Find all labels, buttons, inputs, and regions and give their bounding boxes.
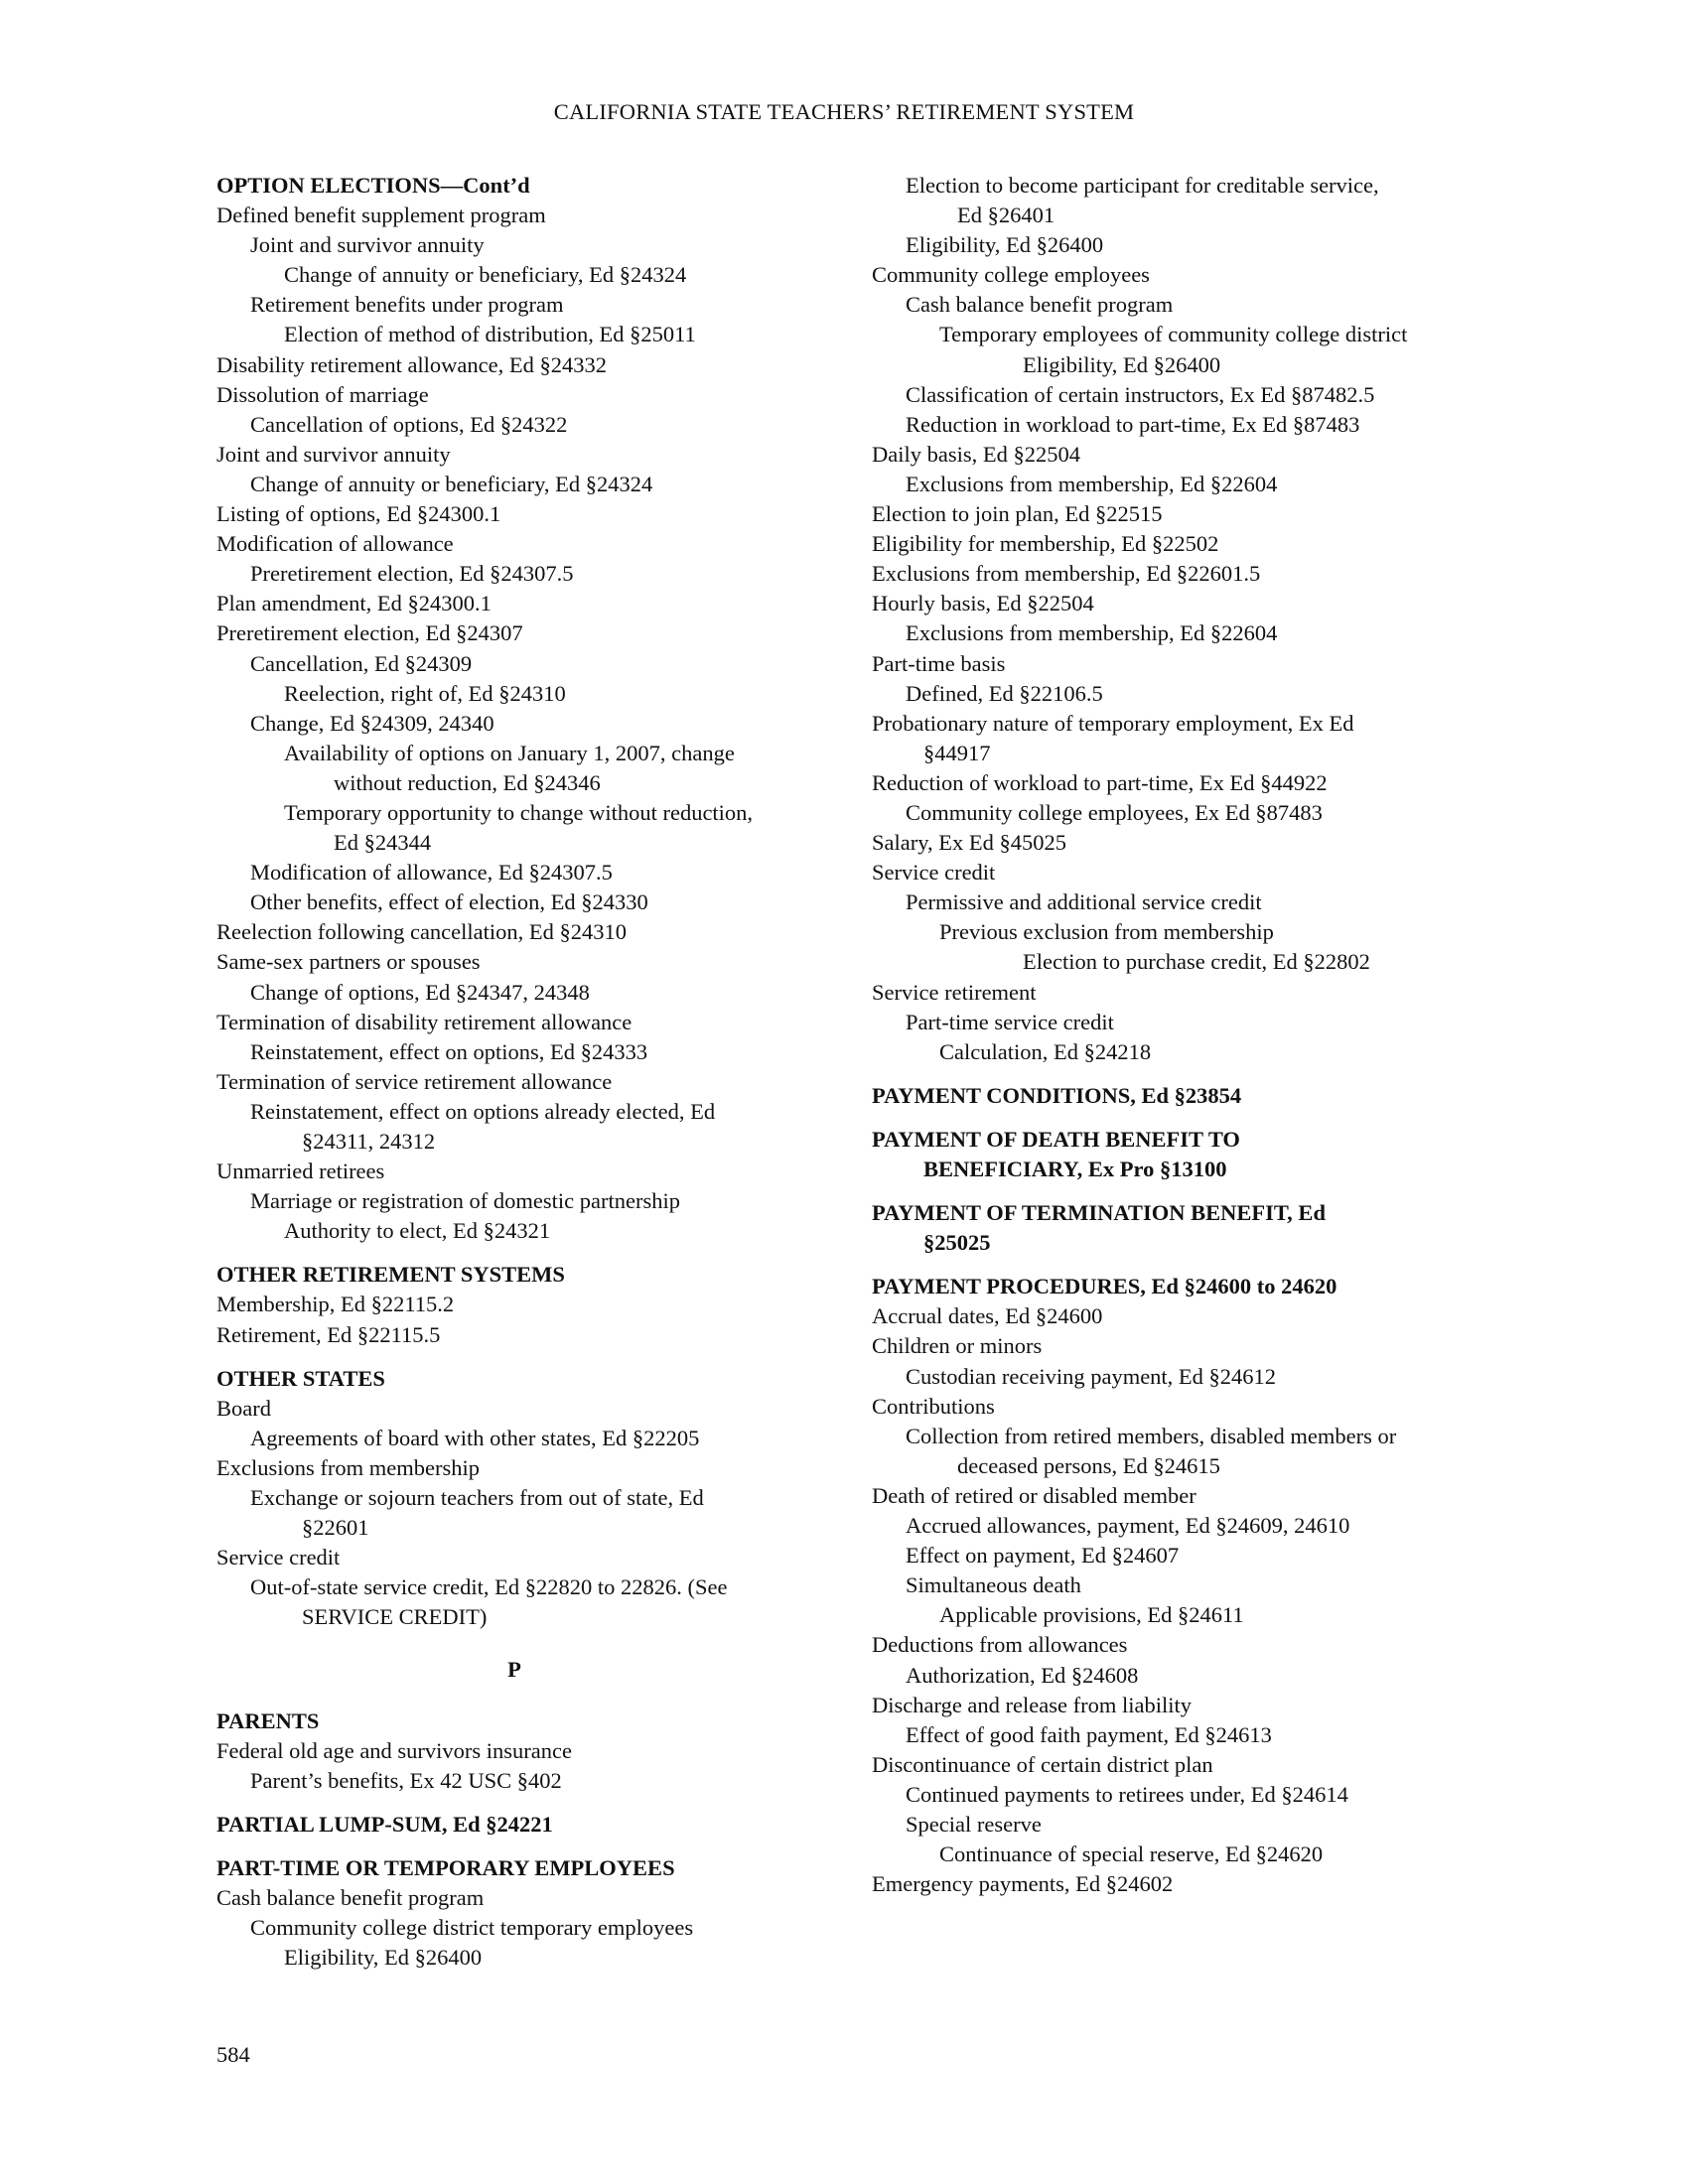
index-entry: without reduction, Ed §24346 [334, 769, 601, 795]
index-heading: PART-TIME OR TEMPORARY EMPLOYEES [216, 1854, 675, 1880]
index-entry: Election to purchase credit, Ed §22802 [1023, 949, 1370, 975]
index-entry: Defined benefit supplement program [216, 203, 546, 228]
index-entry: deceased persons, Ed §24615 [957, 1452, 1220, 1478]
index-entry: Salary, Ex Ed §45025 [872, 830, 1067, 856]
index-entry: Eligibility for membership, Ed §22502 [872, 531, 1219, 557]
index-entry: Board [216, 1395, 271, 1421]
index-entry: Permissive and additional service credit [906, 889, 1262, 915]
index-entry: Exclusions from membership [216, 1454, 480, 1480]
index-entry: Same-sex partners or spouses [216, 949, 481, 975]
index-entry: Continued payments to retirees under, Ed §24614 [906, 1781, 1348, 1807]
index-entry: Daily basis, Ed §22504 [872, 441, 1080, 467]
index-entry: Ed §24344 [334, 830, 432, 856]
index-entry: Preretirement election, Ed §24307 [216, 620, 523, 646]
index-entry: Effect of good faith payment, Ed §24613 [906, 1721, 1272, 1747]
index-entry: Modification of allowance, Ed §24307.5 [250, 860, 613, 886]
index-entry: Election of method of distribution, Ed §25011 [284, 322, 696, 347]
index-entry: Community college district temporary employees [250, 1915, 694, 1941]
index-heading: OPTION ELECTIONS—Cont’d [216, 173, 530, 198]
index-entry: Eligibility, Ed §26400 [1023, 351, 1221, 377]
index-entry: §22601 [302, 1515, 369, 1541]
index-entry: §24311, 24312 [302, 1129, 436, 1154]
index-entry: Reelection, right of, Ed §24310 [284, 680, 566, 706]
index-entry: Marriage or registration of domestic partnership [250, 1188, 680, 1214]
index-entry: Cancellation, Ed §24309 [250, 650, 473, 676]
index-entry: Availability of options on January 1, 2007, change [284, 740, 735, 765]
index-entry: Cancellation of options, Ed §24322 [250, 411, 568, 437]
index-entry: Reinstatement, effect on options, Ed §24333 [250, 1038, 648, 1064]
index-entry: Parent’s benefits, Ex 42 USC §402 [250, 1767, 562, 1793]
index-entry: Temporary opportunity to change without reduction, [284, 799, 754, 825]
index-entry: Previous exclusion from membership [939, 919, 1274, 945]
index-entry: Exchange or sojourn teachers from out of state, Ed [250, 1485, 704, 1511]
index-entry: Discharge and release from liability [872, 1692, 1192, 1717]
index-entry: Unmarried retirees [216, 1159, 385, 1184]
index-entry: Service credit [216, 1545, 341, 1570]
index-entry: Continuance of special reserve, Ed §24620 [939, 1842, 1324, 1867]
index-entry: Federal old age and survivors insurance [216, 1737, 573, 1763]
index-entry: Election to become participant for creditable service, [906, 173, 1379, 198]
index-entry: Accrued allowances, payment, Ed §24609, 24610 [906, 1513, 1350, 1539]
index-entry: Defined, Ed §22106.5 [906, 680, 1103, 706]
index-entry: Contributions [872, 1393, 995, 1419]
index-entry: Part-time basis [872, 650, 1006, 676]
index-heading: PAYMENT OF DEATH BENEFIT TO [872, 1126, 1240, 1152]
index-entry: Reelection following cancellation, Ed §24310 [216, 919, 628, 945]
index-entry: Retirement, Ed §22115.5 [216, 1321, 441, 1347]
index-heading: OTHER RETIREMENT SYSTEMS [216, 1262, 565, 1288]
index-entry: Community college employees, Ex Ed §87483 [906, 799, 1323, 825]
index-entry: §44917 [923, 740, 991, 765]
index-entry: Authorization, Ed §24608 [906, 1662, 1139, 1688]
section-letter: P [507, 1656, 521, 1682]
index-entry: Emergency payments, Ed §24602 [872, 1871, 1174, 1897]
index-entry: SERVICE CREDIT) [302, 1604, 488, 1630]
right-index-column [872, 171, 1567, 1899]
index-entry: Collection from retired members, disabled members or [906, 1423, 1397, 1448]
index-entry: Change of annuity or beneficiary, Ed §24324 [284, 262, 687, 288]
index-entry: Modification of allowance [216, 531, 454, 557]
index-entry: Exclusions from membership, Ed §22601.5 [872, 561, 1261, 587]
index-entry: Out-of-state service credit, Ed §22820 to 22826. (See [250, 1574, 728, 1600]
index-entry: Listing of options, Ed §24300.1 [216, 501, 501, 527]
index-entry: Cash balance benefit program [906, 292, 1174, 318]
left-index-column [216, 171, 862, 1973]
index-entry: Simultaneous death [906, 1572, 1081, 1598]
index-entry: Plan amendment, Ed §24300.1 [216, 591, 492, 616]
index-entry: Eligibility, Ed §26400 [284, 1945, 483, 1971]
index-entry: Service credit [872, 860, 996, 886]
index-entry: Reinstatement, effect on options already elected, Ed [250, 1098, 716, 1124]
index-entry: Change of options, Ed §24347, 24348 [250, 979, 590, 1005]
index-entry: Authority to elect, Ed §24321 [284, 1218, 551, 1244]
page-number: 584 [216, 2042, 250, 2067]
index-entry: Part-time service credit [906, 1009, 1114, 1034]
index-heading: PAYMENT CONDITIONS, Ed §23854 [872, 1082, 1242, 1108]
index-entry: Change, Ed §24309, 24340 [250, 710, 494, 736]
index-entry: Calculation, Ed §24218 [939, 1038, 1152, 1064]
index-entry: Election to join plan, Ed §22515 [872, 501, 1163, 527]
index-entry: Agreements of board with other states, Ed §22205 [250, 1425, 700, 1450]
index-entry: Probationary nature of temporary employment, Ex Ed [872, 710, 1354, 736]
index-entry: Retirement benefits under program [250, 292, 564, 318]
index-entry: Membership, Ed §22115.2 [216, 1292, 455, 1317]
index-entry: Exclusions from membership, Ed §22604 [906, 620, 1278, 646]
index-heading: PARENTS [216, 1707, 320, 1733]
index-entry: Children or minors [872, 1333, 1043, 1359]
index-entry: Discontinuance of certain district plan [872, 1751, 1213, 1777]
index-entry: Special reserve [906, 1811, 1042, 1837]
index-entry: Exclusions from membership, Ed §22604 [906, 471, 1278, 496]
index-heading: OTHER STATES [216, 1365, 385, 1391]
index-entry: Temporary employees of community college district [939, 322, 1408, 347]
index-heading: PARTIAL LUMP-SUM, Ed §24221 [216, 1811, 553, 1837]
index-entry: Joint and survivor annuity [216, 441, 451, 467]
index-entry: Cash balance benefit program [216, 1885, 485, 1911]
index-entry: Dissolution of marriage [216, 381, 429, 407]
index-entry: Deductions from allowances [872, 1632, 1128, 1658]
index-heading: BENEFICIARY, Ex Pro §13100 [923, 1157, 1227, 1181]
index-entry: Ed §26401 [957, 203, 1055, 228]
index-entry: Death of retired or disabled member [872, 1482, 1196, 1508]
index-entry: Community college employees [872, 262, 1150, 288]
index-entry: Preretirement election, Ed §24307.5 [250, 561, 574, 587]
index-entry: Service retirement [872, 979, 1037, 1005]
index-entry: Joint and survivor annuity [250, 232, 485, 258]
index-entry: Eligibility, Ed §26400 [906, 232, 1104, 258]
index-entry: Hourly basis, Ed §22504 [872, 591, 1094, 616]
index-heading: PAYMENT OF TERMINATION BENEFIT, Ed [872, 1200, 1326, 1226]
index-entry: Other benefits, effect of election, Ed §24330 [250, 889, 648, 915]
index-entry: Accrual dates, Ed §24600 [872, 1303, 1103, 1329]
index-entry: Reduction in workload to part-time, Ex Ed §87483 [906, 411, 1360, 437]
index-entry: Disability retirement allowance, Ed §24332 [216, 351, 608, 377]
index-heading: §25025 [923, 1230, 991, 1256]
index-entry: Classification of certain instructors, Ex Ed §87482.5 [906, 381, 1375, 407]
index-heading: PAYMENT PROCEDURES, Ed §24600 to 24620 [872, 1274, 1337, 1299]
index-entry: Custodian receiving payment, Ed §24612 [906, 1363, 1277, 1389]
index-entry: Termination of disability retirement allowance [216, 1009, 633, 1034]
index-entry: Reduction of workload to part-time, Ex Ed §44922 [872, 769, 1328, 795]
index-entry: Change of annuity or beneficiary, Ed §24324 [250, 471, 653, 496]
index-entry: Applicable provisions, Ed §24611 [939, 1602, 1244, 1628]
index-entry: Termination of service retirement allowance [216, 1068, 613, 1094]
index-entry: Effect on payment, Ed §24607 [906, 1543, 1180, 1569]
page-header: CALIFORNIA STATE TEACHERS’ RETIREMENT SYSTEM [553, 99, 1135, 124]
